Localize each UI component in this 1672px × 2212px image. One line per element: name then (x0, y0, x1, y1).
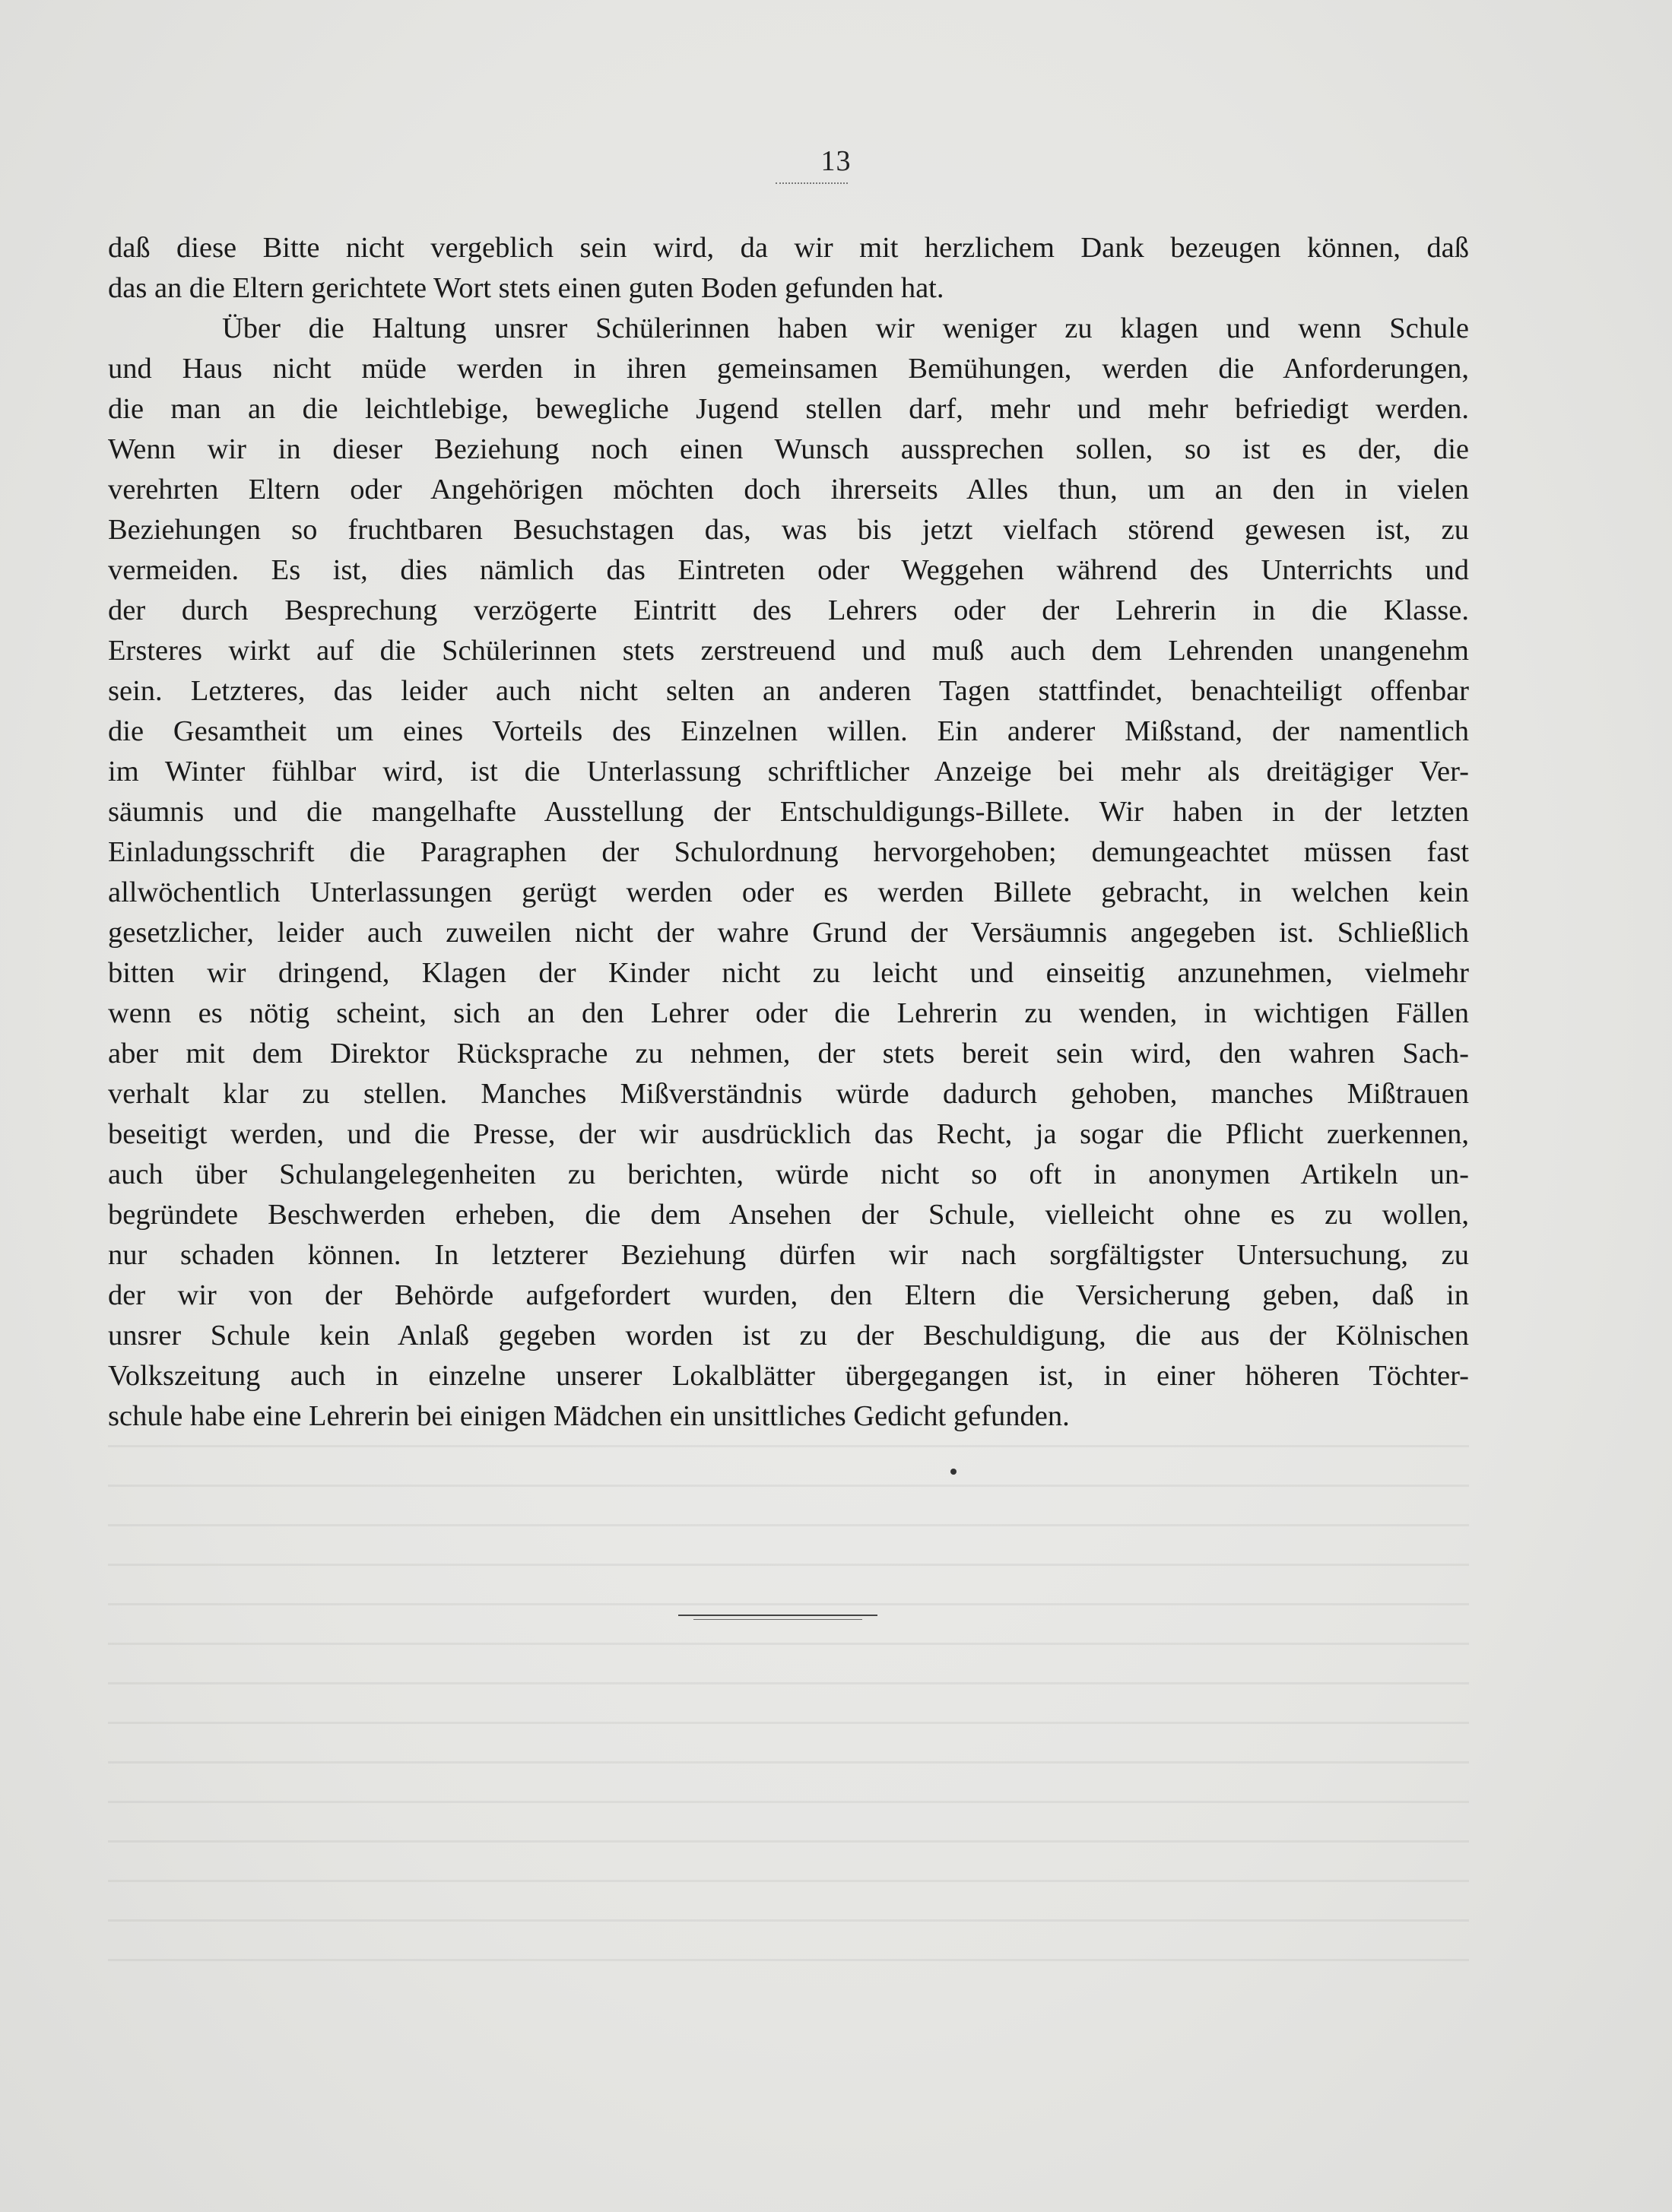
text-line: das an die Eltern gerichtete Wort stets einen guten Boden gefunden hat. (108, 272, 944, 304)
page-number-ornament (776, 182, 848, 184)
text-line: daß diese Bitte nicht vergeblich sein wird, da wir mit herzlichem Dank bezeugen können, daß (108, 232, 1469, 264)
text-line: im Winter fühlbar wird, ist die Unterlassung schriftlicher Anzeige bei mehr als dreitägiger Ver- (108, 756, 1469, 788)
text-line: Ersteres wirkt auf die Schülerinnen stets zerstreuend und muß auch dem Lehrenden unangenehm (108, 635, 1469, 667)
text-line: Über die Haltung unsrer Schülerinnen haben wir weniger zu klagen und wenn Schule (222, 312, 1469, 344)
text-line: gesetzlicher, leider auch zuweilen nicht der wahre Grund der Versäumnis angegeben ist. Schließlich (108, 917, 1469, 949)
text-line: unsrer Schule kein Anlaß gegeben worden ist zu der Beschuldigung, die aus der Kölnischen (108, 1320, 1469, 1352)
show-through-texture (108, 1414, 1469, 1961)
text-line: säumnis und die mangelhafte Ausstellung der Entschuldigungs-Billete. Wir haben in der letzten (108, 796, 1469, 828)
paragraph-2 (108, 309, 1469, 1437)
text-line: und Haus nicht müde werden in ihren gemeinsamen Bemühungen, werden die Anforderungen, (108, 353, 1469, 385)
text-line: vermeiden. Es ist, dies nämlich das Eintreten oder Weggehen während des Unterrichts und (108, 554, 1469, 586)
text-line: aber mit dem Direktor Rücksprache zu nehmen, der stets bereit sein wird, den wahren Sach- (108, 1038, 1469, 1070)
text-line: Volkszeitung auch in einzelne unserer Lokalblätter übergegangen ist, in einer höheren Töchter- (108, 1360, 1469, 1392)
text-line: nur schaden können. In letzterer Beziehung dürfen wir nach sorgfältigster Untersuchung, zu (108, 1239, 1469, 1271)
text-line: auch über Schulangelegenheiten zu berichten, würde nicht so oft in anonymen Artikeln un- (108, 1158, 1469, 1190)
text-line: der durch Besprechung verzögerte Eintritt des Lehrers oder der Lehrerin in die Klasse. (108, 594, 1469, 626)
text-line: die Gesamtheit um eines Vorteils des Einzelnen willen. Ein anderer Mißstand, der namentlich (108, 715, 1469, 747)
page-number: 13 (820, 145, 852, 177)
text-line: sein. Letzteres, das leider auch nicht selten an anderen Tagen stattfindet, benachteiligt offenbar (108, 675, 1469, 707)
text-line: Beziehungen so fruchtbaren Besuchstagen das, was bis jetzt vielfach störend gewesen ist, zu (108, 514, 1469, 546)
text-line: die man an die leichtlebige, bewegliche Jugend stellen darf, mehr und mehr befriedigt werden. (108, 393, 1469, 425)
text-line: bitten wir dringend, Klagen der Kinder nicht zu leicht und einseitig anzunehmen, vielmehr (108, 957, 1469, 989)
text-line: allwöchentlich Unterlassungen gerügt werden oder es werden Billete gebracht, in welchen kein (108, 876, 1469, 908)
text-line: verhalt klar zu stellen. Manches Mißverständnis würde dadurch gehoben, manches Mißtrauen (108, 1078, 1469, 1110)
body-text (108, 228, 1469, 1437)
text-line: verehrten Eltern oder Angehörigen möchten doch ihrerseits Alles thun, um an den in vielen (108, 474, 1469, 505)
text-line: schule habe eine Lehrerin bei einigen Mädchen ein unsittliches Gedicht gefunden. (108, 1400, 1070, 1432)
text-line: wenn es nötig scheint, sich an den Lehrer oder die Lehrerin zu wenden, in wichtigen Fällen (108, 997, 1469, 1029)
text-line: Einladungsschrift die Paragraphen der Schulordnung hervorgehoben; demungeachtet müssen fast (108, 836, 1469, 868)
text-line: begründete Beschwerden erheben, die dem Ansehen der Schule, vielleicht ohne es zu wollen, (108, 1199, 1469, 1231)
text-line: Wenn wir in dieser Beziehung noch einen Wunsch aussprechen sollen, so ist es der, die (108, 433, 1469, 465)
paragraph-1 (108, 228, 1469, 309)
text-line: beseitigt werden, und die Presse, der wir ausdrücklich das Recht, ja sogar die Pflicht zuerkennen, (108, 1118, 1469, 1150)
text-line: der wir von der Behörde aufgefordert wurden, den Eltern die Versicherung geben, daß in (108, 1279, 1469, 1311)
